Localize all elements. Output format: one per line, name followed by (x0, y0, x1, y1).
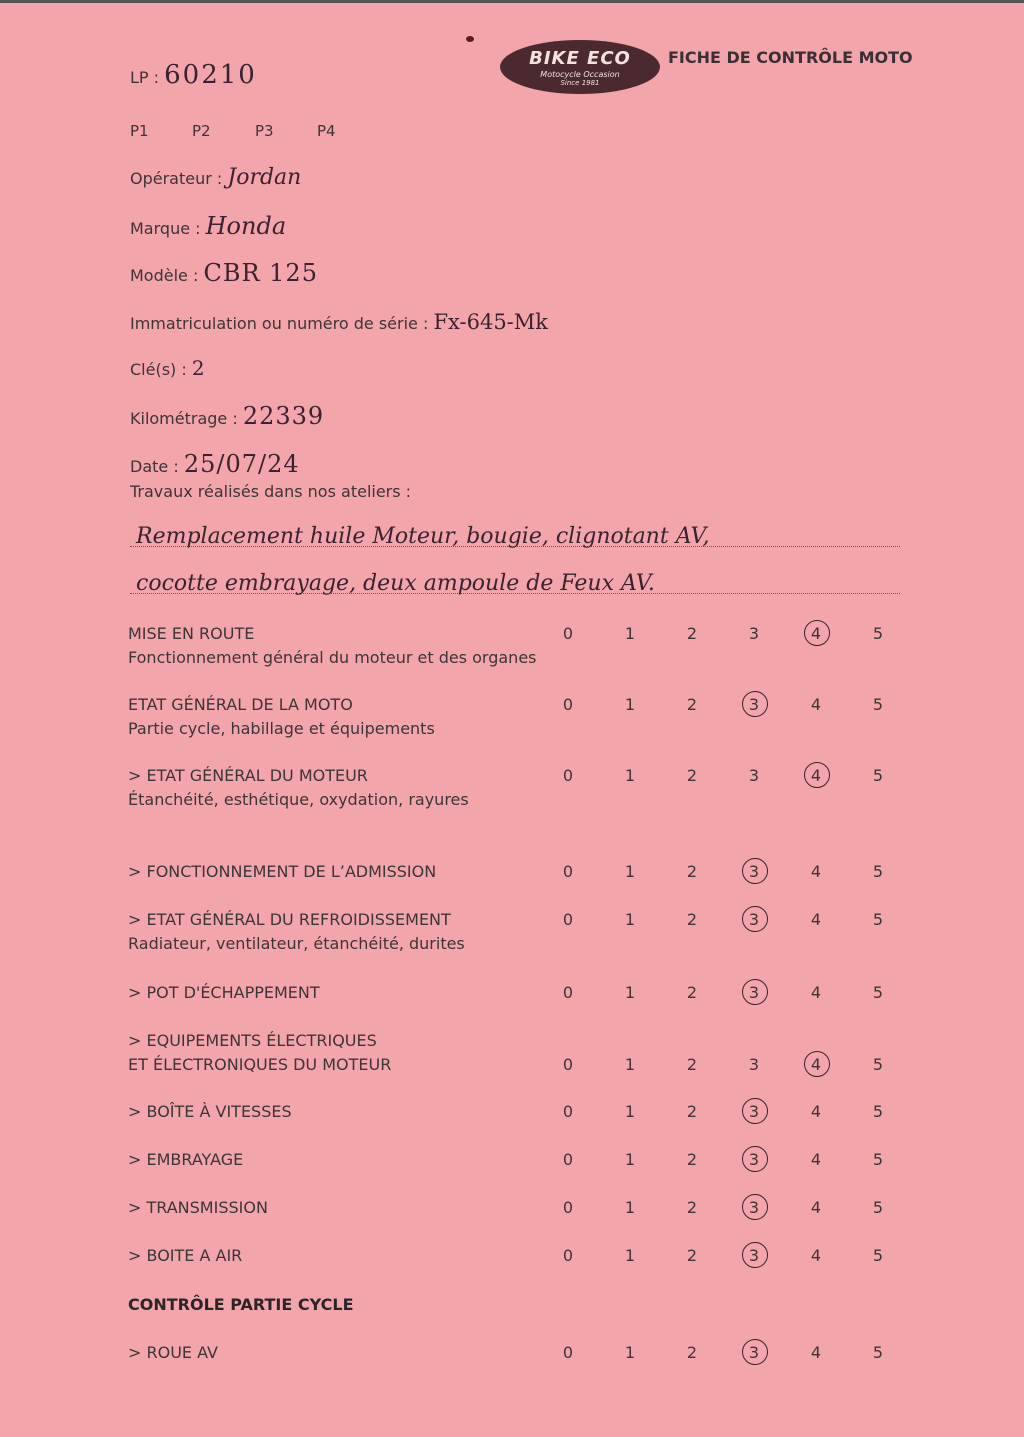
marque-label: Marque : (130, 219, 201, 238)
field-immatriculation (130, 310, 548, 334)
score-option: 5 (872, 1343, 884, 1362)
score-option: 0 (562, 1102, 574, 1121)
field-cles (130, 356, 205, 380)
travaux-line-2 (130, 565, 900, 594)
cles-label: Clé(s) : (130, 360, 187, 379)
field-modele (130, 259, 318, 287)
score-option: 4 (810, 1246, 822, 1265)
score-option: 2 (686, 983, 698, 1002)
score-option: 1 (624, 862, 636, 881)
ink-spot (466, 36, 474, 42)
score-option: 2 (686, 1246, 698, 1265)
travaux-text-1: Remplacement huile Moteur, bougie, clignotant AV, (136, 524, 710, 549)
score-circled: 4 (801, 1055, 831, 1074)
field-operateur (130, 165, 301, 190)
check-title: > EQUIPEMENTS ÉLECTRIQUES (128, 1031, 377, 1050)
check-title: > BOÎTE À VITESSES (128, 1102, 292, 1121)
score-option: 4 (810, 1102, 822, 1121)
score-option: 4 (810, 862, 822, 881)
section-title-partie-cycle: CONTRÔLE PARTIE CYCLE (128, 1295, 354, 1314)
score-option: 1 (624, 695, 636, 714)
score-option: 5 (872, 1150, 884, 1169)
check-subtitle: ET ÉLECTRONIQUES DU MOTEUR (128, 1055, 392, 1074)
date-label: Date : (130, 457, 179, 476)
score-option: 1 (624, 983, 636, 1002)
check-title: > ETAT GÉNÉRAL DU MOTEUR (128, 766, 368, 785)
score-option: 5 (872, 695, 884, 714)
score-option: 0 (562, 695, 574, 714)
score-option: 0 (562, 910, 574, 929)
score-option: 3 (748, 1055, 760, 1074)
score-option: 0 (562, 1246, 574, 1265)
field-lp (130, 60, 257, 90)
modele-label: Modèle : (130, 266, 199, 285)
check-title: > POT D'ÉCHAPPEMENT (128, 983, 320, 1002)
score-option: 5 (872, 1102, 884, 1121)
score-option: 1 (624, 910, 636, 929)
score-option: 4 (810, 983, 822, 1002)
check-title: ETAT GÉNÉRAL DE LA MOTO (128, 695, 353, 714)
score-circled: 3 (739, 1343, 769, 1362)
date-value: 25/07/24 (183, 450, 300, 478)
position-p4: P4 (317, 122, 336, 140)
travaux-label: Travaux réalisés dans nos ateliers : (130, 482, 412, 501)
score-option: 0 (562, 862, 574, 881)
km-value: 22339 (242, 402, 325, 430)
score-option: 1 (624, 624, 636, 643)
score-circled: 3 (739, 983, 769, 1002)
score-option: 5 (872, 1198, 884, 1217)
score-circled: 4 (801, 624, 831, 643)
check-subtitle: Étanchéité, esthétique, oxydation, rayures (128, 790, 469, 809)
position-p1: P1 (130, 122, 149, 140)
score-option: 3 (748, 624, 760, 643)
score-option: 1 (624, 1246, 636, 1265)
lp-value: 60210 (164, 60, 257, 90)
score-circled: 3 (739, 695, 769, 714)
score-circled: 3 (739, 862, 769, 881)
score-option: 0 (562, 1055, 574, 1074)
score-option: 0 (562, 1198, 574, 1217)
score-option: 2 (686, 695, 698, 714)
score-option: 4 (810, 910, 822, 929)
check-subtitle: Fonctionnement général du moteur et des organes (128, 648, 537, 667)
check-subtitle: Partie cycle, habillage et équipements (128, 719, 435, 738)
form-title: FICHE DE CONTRÔLE MOTO (668, 48, 913, 67)
score-option: 0 (562, 624, 574, 643)
score-option: 2 (686, 1102, 698, 1121)
score-option: 2 (686, 766, 698, 785)
check-title: > TRANSMISSION (128, 1198, 268, 1217)
score-option: 0 (562, 766, 574, 785)
score-option: 2 (686, 1343, 698, 1362)
score-option: 0 (562, 1343, 574, 1362)
score-option: 5 (872, 983, 884, 1002)
score-option: 5 (872, 1055, 884, 1074)
score-circled: 3 (739, 1198, 769, 1217)
check-title: > ROUE AV (128, 1343, 218, 1362)
score-option: 1 (624, 1055, 636, 1074)
score-option: 4 (810, 1343, 822, 1362)
score-option: 5 (872, 766, 884, 785)
paper-top-edge (0, 0, 1024, 3)
marque-value: Honda (205, 212, 287, 240)
check-title: > EMBRAYAGE (128, 1150, 244, 1169)
check-title: > ETAT GÉNÉRAL DU REFROIDISSEMENT (128, 910, 451, 929)
modele-value: CBR 125 (203, 259, 318, 287)
logo-tagline: Motocycle Occasion (540, 70, 620, 79)
immat-value: Fx-645-Mk (433, 310, 548, 334)
score-circled: 3 (739, 910, 769, 929)
check-title: MISE EN ROUTE (128, 624, 255, 643)
logo-since: Since 1981 (560, 79, 600, 87)
score-option: 0 (562, 983, 574, 1002)
operateur-label: Opérateur : (130, 169, 223, 188)
bike-eco-logo (500, 40, 660, 94)
position-p2: P2 (192, 122, 211, 140)
check-subtitle: Radiateur, ventilateur, étanchéité, durites (128, 934, 465, 953)
score-circled: 3 (739, 1150, 769, 1169)
score-option: 5 (872, 1246, 884, 1265)
score-option: 1 (624, 1343, 636, 1362)
score-option: 4 (810, 695, 822, 714)
travaux-line-1 (130, 518, 900, 547)
travaux-text-2: cocotte embrayage, deux ampoule de Feux AV. (136, 571, 655, 596)
logo-text: BIKE ECO (529, 48, 631, 69)
score-option: 2 (686, 910, 698, 929)
score-option: 1 (624, 1198, 636, 1217)
score-option: 4 (810, 1150, 822, 1169)
lp-label: LP : (130, 68, 160, 87)
score-option: 1 (624, 1102, 636, 1121)
operateur-value: Jordan (227, 165, 302, 190)
score-option: 2 (686, 624, 698, 643)
score-option: 0 (562, 1150, 574, 1169)
km-label: Kilométrage : (130, 409, 238, 428)
check-title: > FONCTIONNEMENT DE L’ADMISSION (128, 862, 437, 881)
position-p3: P3 (255, 122, 274, 140)
score-option: 3 (748, 766, 760, 785)
field-marque (130, 212, 286, 240)
score-option: 2 (686, 1055, 698, 1074)
score-option: 2 (686, 1150, 698, 1169)
score-option: 5 (872, 910, 884, 929)
score-circled: 3 (739, 1246, 769, 1265)
score-circled: 3 (739, 1102, 769, 1121)
field-kilometrage (130, 402, 324, 430)
immat-label: Immatriculation ou numéro de série : (130, 314, 429, 333)
cles-value: 2 (191, 356, 205, 380)
score-option: 1 (624, 766, 636, 785)
field-date (130, 450, 300, 478)
score-option: 2 (686, 862, 698, 881)
score-option: 4 (810, 1198, 822, 1217)
score-option: 1 (624, 1150, 636, 1169)
score-option: 5 (872, 862, 884, 881)
score-option: 2 (686, 1198, 698, 1217)
score-option: 5 (872, 624, 884, 643)
score-circled: 4 (801, 766, 831, 785)
check-title: > BOITE A AIR (128, 1246, 243, 1265)
